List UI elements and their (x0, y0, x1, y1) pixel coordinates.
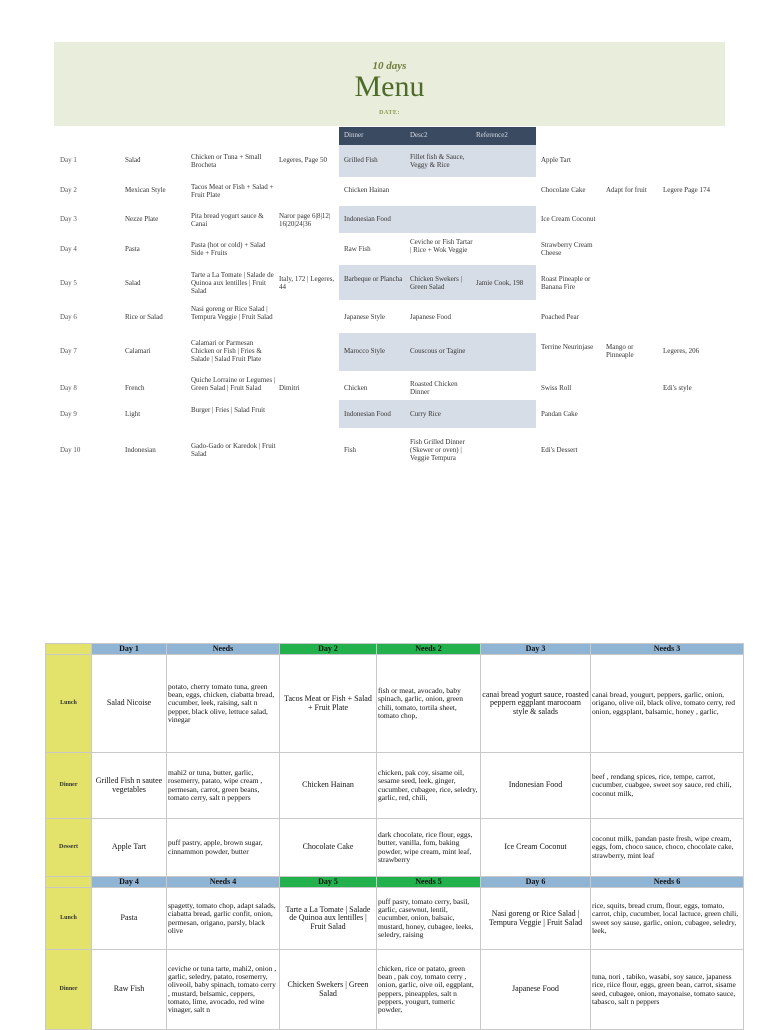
day-label: Day 3 (60, 215, 77, 223)
needs-cell: ceviche or tuna tarte, mahi2, onion , garlic, seledry, patato, rosemerry, oliveoil, baby spinach, tomato cerry , mustard, belsamic, ceppers, tomato, lime, avocado, red wine vinager, salt n (167, 950, 280, 1030)
dinner-column-header (339, 127, 536, 145)
dish-cell: Japanese Food (481, 950, 591, 1030)
dish-cell: Salad Nicoise (92, 655, 167, 753)
dish-cell: Apple Tart (92, 819, 167, 877)
header-needs: Needs 5 (377, 877, 481, 888)
needs-cell: mahi2 or tuna, butter, garlic, rosemerry, patato, wipe cream , permesan, carrot, green beans, tomato cerry, salt n peppers (167, 753, 280, 819)
header-day: Day 5 (280, 877, 377, 888)
lunch-style: Calamari (125, 347, 151, 355)
needs-cell: coconut milk, pandan paste fresh, wipe cream, eggs, fom, choco sauce, choco, chocolate cake, strawberry, mint leaf (591, 819, 744, 877)
dessert-desc: Mango or Pinneaple (606, 343, 634, 359)
needs-cell: chicken, pak coy, sisame oil, sesame seed, leek, ginger, cucumber, cubagee, rice, seledry, garlic, red, chili, (377, 753, 481, 819)
dish-cell: Grilled Fish n sautee vegetables (92, 753, 167, 819)
needs-cell: chicken, rice or patato, green bean , pak coy, tomato cerry , onion, garlic, oive oil, eggplant, peppers, pineapples, salt n peppers, yougurt, tumeric powder, (377, 950, 481, 1030)
dessert-reference: Edi's style (663, 384, 692, 392)
lunch-style: Mexican Style (125, 186, 166, 194)
dish-cell: Pasta (92, 888, 167, 950)
dessert-reference: Legere Page 174 (663, 186, 711, 194)
meal-label: Dinner (46, 753, 92, 819)
plan-header-row (46, 877, 744, 888)
lunch-desc: Tarte a La Tomate | Salade de Quinoa aux lentilles | Fruit Salad (191, 271, 274, 295)
day-label: Day 6 (60, 313, 77, 321)
dinner-desc: Japanese Food (410, 313, 452, 321)
day-label: Day 7 (60, 347, 77, 355)
dish-cell: Raw Fish (92, 950, 167, 1030)
meal-label: Dinner (46, 950, 92, 1030)
dinner-desc: Fish Grilled Dinner (Skewer or oven) | Veggie Tempura (410, 438, 465, 462)
day-label: Day 9 (60, 410, 77, 418)
header-needs: Needs 6 (591, 877, 744, 888)
dinner-desc: Ceviche or Fish Tartar | Rice + Wok Veggie (410, 238, 473, 254)
needs-cell: puff pastry, apple, brown sugar, cinnammon powder, butter (167, 819, 280, 877)
meal-label: Lunch (46, 655, 92, 753)
dish-cell: Chicken Hainan (280, 753, 377, 819)
needs-cell: potato, cherry tomato tuna, green bean, eggs, chicken, ciabatta bread, cucumber, leek, raising, salt n pepper, black olive, lettuce salad, vinegar (167, 655, 280, 753)
meal-label: Lunch (46, 888, 92, 950)
dish-cell: Ice Cream Coconut (481, 819, 591, 877)
lunch-desc: Chicken or Tuna + Small Brocheta (191, 153, 262, 169)
plan-row-lunch (46, 888, 744, 950)
dinner-style: Grilled Fish (344, 156, 378, 164)
dinner-style: Japanese Style (344, 313, 386, 321)
menu-header (54, 42, 725, 126)
header-day: Day 1 (92, 644, 167, 655)
needs-cell: fish or meat, avocado, baby spinach, garlic, onion, green chili, tomato, tortila sheet, tomato chop, (377, 655, 481, 753)
col-desc2: Desc2 (410, 131, 428, 139)
lunch-style: Pasta (125, 245, 140, 253)
day-label: Day 2 (60, 186, 77, 194)
lunch-reference: Naror page 6|8|12| 16|20|24|36 (279, 212, 331, 228)
dessert: Swiss Roll (541, 384, 572, 392)
lunch-style: French (125, 384, 145, 392)
dessert: Terrine Neurinjase (541, 343, 594, 351)
lunch-desc: Pasta (hot or cold) + Salad Side + Fruits (191, 241, 266, 257)
dessert: Poached Pear (541, 313, 579, 321)
lunch-style: Salad (125, 156, 141, 164)
needs-cell: rice, squits, bread crum, flour, eggs, tomato, carrot, chip, cucumber, local lactuce, green chili, sweet soy sause, garlic, onion, cubagee, seledry, leek, (591, 888, 744, 950)
dessert: Chocolate Cake (541, 186, 586, 194)
plan-header-row (46, 644, 744, 655)
dinner-style: Chicken (344, 384, 368, 392)
day-label: Day 1 (60, 156, 77, 164)
menu-subtitle: 10 days (372, 60, 407, 72)
meal-label: Dessert (46, 819, 92, 877)
header-day: Day 3 (481, 644, 591, 655)
dessert-desc: Adapt for fruit (606, 186, 647, 194)
day-label: Day 10 (60, 446, 81, 454)
dish-cell: Tacos Meat or Fish + Salad + Fruit Plate (280, 655, 377, 753)
dessert: Strawberry Cream Cheese (541, 241, 593, 257)
needs-cell: spagetty, tomato chop, adapt salads, ciabatta bread, garlic confit, onion, permesan, origano, parsly, black olive (167, 888, 280, 950)
lunch-desc: Tacos Meat or Fish + Salad + Fruit Plate (191, 183, 274, 199)
needs-cell: canai bread, yougurt, peppers, garlic, onion, origano, olive oil, black olive, tomato cerry, red onion, eggsplant, balsamic, honey , garlic, (591, 655, 744, 753)
lunch-reference: Legeres, Page 50 (279, 156, 328, 164)
dish-cell: Chocolate Cake (280, 819, 377, 877)
menu-title: Menu (354, 70, 425, 103)
header-needs: Needs 2 (377, 644, 481, 655)
header-needs: Needs 3 (591, 644, 744, 655)
dinner-style: Indonesian Food (344, 410, 391, 418)
dinner-style: Barbeque or Plancha (344, 275, 403, 283)
date-label: DATE: (379, 110, 400, 116)
header-day: Day 6 (481, 877, 591, 888)
dish-cell: Chicken Swekers | Green Salad (280, 950, 377, 1030)
lunch-style: Indonesian (125, 446, 156, 454)
dessert: Roast Pineaple or Banana Fire (541, 275, 591, 291)
lunch-desc: Burger | Fries | Salad Fruit (191, 406, 266, 414)
day-label: Day 4 (60, 245, 77, 253)
lunch-desc: Quiche Lorraine or Legumes | Green Salad | Fruit Salad (191, 376, 276, 392)
lunch-style: Nezze Plate (125, 215, 159, 223)
plan-row-lunch (46, 655, 744, 753)
dish-cell: Tarte a La Tomate | Salade de Quinoa aux lentilles | Fruit Salad (280, 888, 377, 950)
needs-cell: dark chocolate, rice flour, eggs, butter, vanilla, fom, baking powder, wipe cream, mint leaf, strawberry (377, 819, 481, 877)
lunch-style: Salad (125, 279, 141, 287)
dinner-style: Fish (344, 446, 357, 454)
header-corner (46, 877, 92, 888)
dessert: Pandan Cake (541, 410, 578, 418)
dinner-style: Marocco Style (344, 347, 386, 355)
plan-row-dessert (46, 819, 744, 877)
dish-cell: Nasi goreng or Rice Salad | Tempura Veggie | Fruit Salad (481, 888, 591, 950)
lunch-reference: Dimitri (279, 384, 300, 392)
lunch-desc: Nasi goreng or Rice Salad | Tempura Veggie | Fruit Salad (191, 305, 273, 321)
dinner-style: Chicken Hainan (344, 186, 390, 194)
dish-cell: canai bread yogurt sauce, roasted peppern eggplant marocoam style & salads (481, 655, 591, 753)
header-day: Day 4 (92, 877, 167, 888)
day-label: Day 5 (60, 279, 77, 287)
header-day: Day 2 (280, 644, 377, 655)
dinner-style: Indonesian Food (344, 215, 391, 223)
header-needs: Needs (167, 644, 280, 655)
header-corner (46, 644, 92, 655)
day-label: Day 8 (60, 384, 77, 392)
lunch-desc: Pita bread yogurt sauce & Canai (191, 212, 264, 228)
dish-cell: Indonesian Food (481, 753, 591, 819)
lunch-style: Light (125, 410, 141, 418)
plan-row-dinner (46, 753, 744, 819)
dessert: Edi's Dessert (541, 446, 578, 454)
col-dinner: Dinner (344, 131, 364, 139)
needs-cell: puff pasry, tomato cerry, basil, garlic, casewnut, lentil, cucumber, onion, balsaic, mustard, honey, cubagee, leeks, seledry, raising (377, 888, 481, 950)
lunch-reference: Italy, 172 | Legeres, 44 (279, 275, 335, 291)
dessert: Ice Cream Coconut (541, 215, 596, 223)
needs-cell: tuna, nori , tabiko, wasabi, soy sauce, japaness rice, riice flour, eggs, green bean, carrot, sisame seed, cubagee, onion, mayonaise, tomato sauce, tabasco, salt n peppers (591, 950, 744, 1030)
dinner-desc: Curry Rice (410, 410, 441, 418)
dinner-desc: Fillet fish & Sauce, Veggy & Rice (410, 153, 465, 169)
dessert: Apple Tart (541, 156, 571, 164)
needs-cell: beef , rendang spices, rice, tempe, carrot, cucumber, cuabgee, sweet soy sauce, red chili, coconut milk, (591, 753, 744, 819)
dinner-desc: Couscous or Tagine (410, 347, 466, 355)
dinner-desc: Chicken Swekers | Green Salad (410, 275, 462, 291)
lunch-desc: Gado-Gado or Karedok | Fruit Salad (191, 442, 276, 458)
dinner-reference: Jamie Cook, 198 (476, 279, 524, 287)
plan-row-dinner (46, 950, 744, 1030)
dinner-style: Raw Fish (344, 245, 371, 253)
lunch-style: Rice or Salad (125, 313, 163, 321)
col-reference2: Reference2 (476, 131, 508, 139)
dinner-desc: Roasted Chicken Dinner (410, 380, 458, 396)
lunch-desc: Calamari or Parmesan Chicken or Fish | Fries & Salade | Salad Fruit Plate (191, 339, 262, 363)
dessert-reference: Legeres, 206 (663, 347, 700, 355)
header-needs: Needs 4 (167, 877, 280, 888)
meal-plan-table (45, 643, 744, 1030)
